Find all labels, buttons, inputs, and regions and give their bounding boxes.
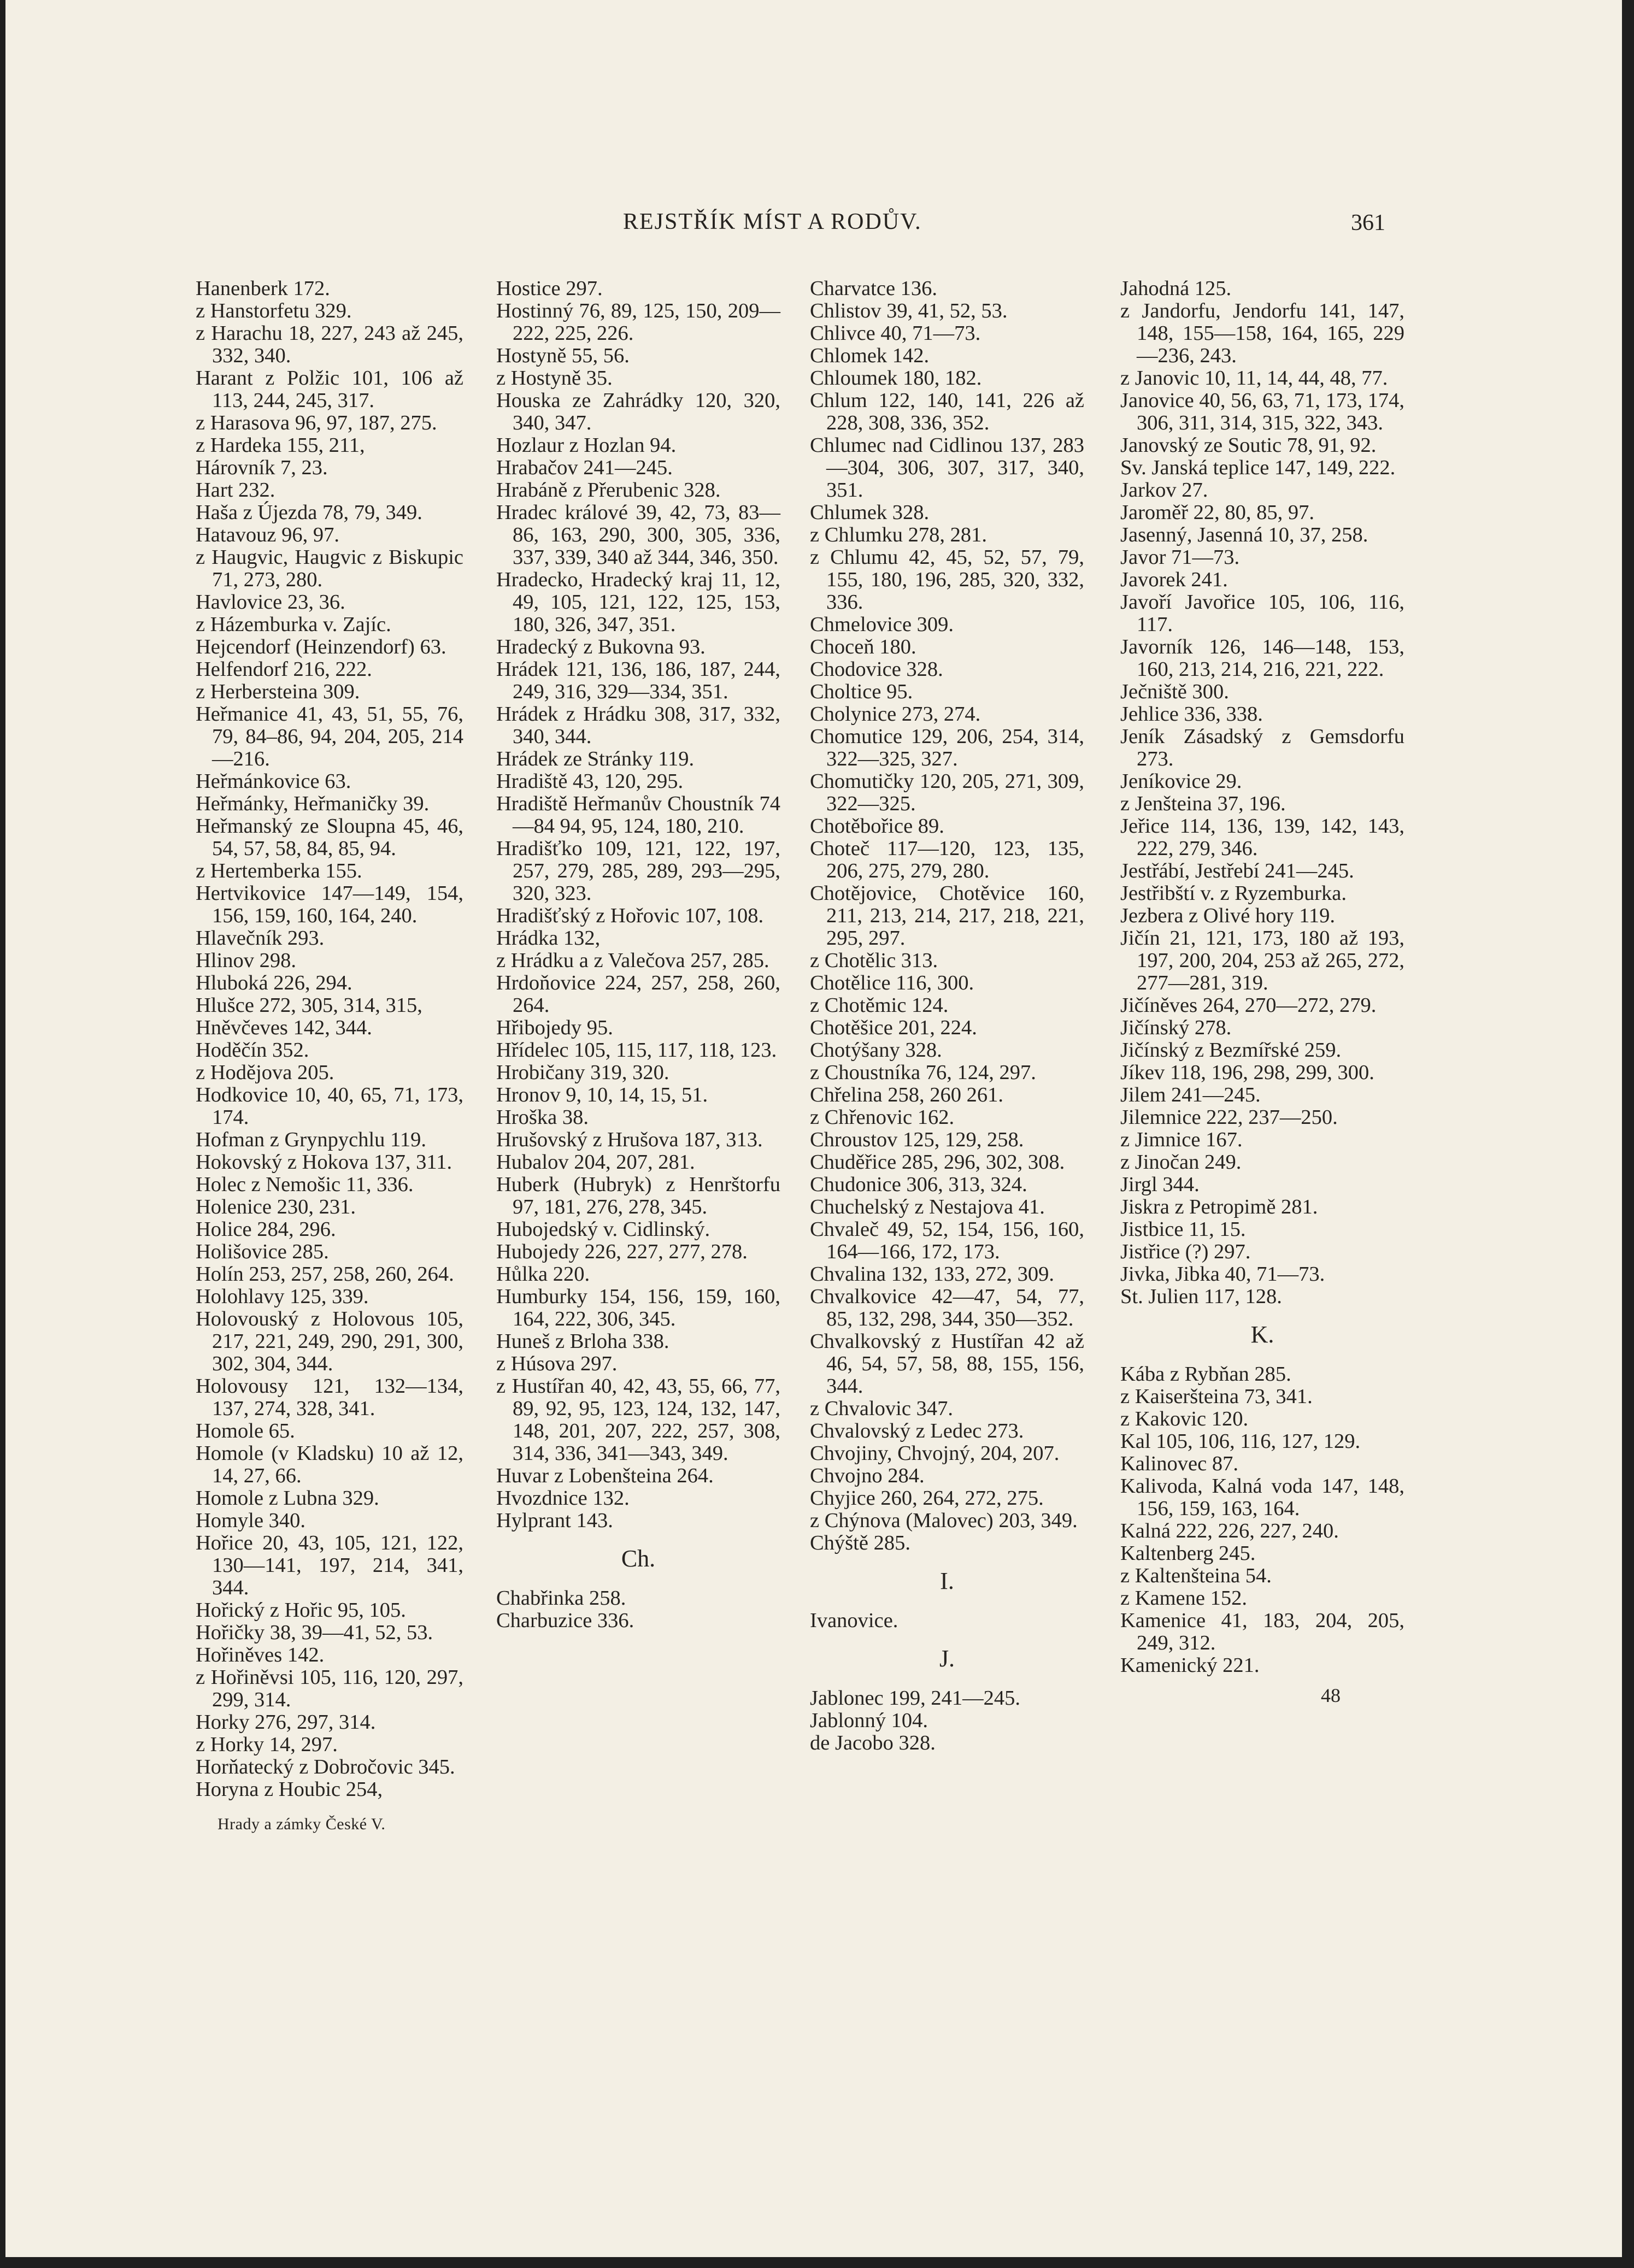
index-entry: Chmelovice 309.: [810, 613, 954, 636]
index-entry: Hubojedský v. Cidlinský.: [496, 1218, 710, 1241]
index-entry: Havlovice 23, 36.: [196, 591, 345, 614]
index-entry: Huberk (Hubryk) z Henrštorfu 97, 181, 276, 278, 345.: [496, 1173, 780, 1218]
index-entry: Homyle 340.: [196, 1509, 306, 1532]
index-entry: Jičínský z Bezmířské 259.: [1120, 1039, 1342, 1062]
index-entry: z Horky 14, 297.: [196, 1733, 338, 1756]
index-entry: z Hostyně 35.: [496, 367, 613, 390]
index-entry: Kaltenberg 245.: [1120, 1542, 1256, 1565]
index-entry: Hostinný 76, 89, 125, 150, 209—222, 225, 226.: [496, 299, 780, 345]
index-entry: Huneš z Brloha 338.: [496, 1330, 669, 1353]
index-entry: Chýště 285.: [810, 1531, 910, 1554]
index-entry: z Chlumu 42, 45, 52, 57, 79, 155, 180, 196, 285, 320, 332, 336.: [810, 546, 1084, 614]
index-entry: Jistřice (?) 297.: [1120, 1240, 1251, 1263]
index-entry: Holovouský z Holovous 105, 217, 221, 249, 290, 291, 300, 302, 304, 344.: [196, 1307, 463, 1375]
entry-list: [810, 1610, 1084, 1632]
index-entry: Jičín 21, 121, 173, 180 až 193, 197, 200, 204, 253 až 265, 272, 277—281, 319.: [1120, 927, 1404, 994]
page-header: [5, 209, 1622, 241]
index-entry: Kalná 222, 226, 227, 240.: [1120, 1519, 1339, 1542]
index-entry: Hofman z Grynpychlu 119.: [196, 1128, 426, 1151]
index-entry: Chvalovský z Ledec 273.: [810, 1419, 1024, 1442]
index-entry: Hárovník 7, 23.: [196, 456, 328, 479]
index-entry: Chotělice 116, 300.: [810, 971, 974, 994]
index-entry: Haša z Újezda 78, 79, 349.: [196, 501, 422, 524]
index-entry: z Kaiseršteina 73, 341.: [1120, 1385, 1313, 1408]
section-heading-k: K.: [1250, 1321, 1274, 1348]
index-entry: z Jinočan 249.: [1120, 1151, 1242, 1174]
index-column-3: [810, 278, 1084, 1754]
index-entry: Ivanovice.: [810, 1609, 898, 1632]
index-entry: St. Julien 117, 128.: [1120, 1285, 1282, 1308]
index-entry: Hozlaur z Hozlan 94.: [496, 434, 677, 457]
index-entry: Chloumek 180, 182.: [810, 367, 982, 390]
index-entry: z Jandorfu, Jendorfu 141, 147, 148, 155—158, 164, 165, 229—236, 243.: [1120, 299, 1404, 367]
index-entry: Jistbice 11, 15.: [1120, 1218, 1246, 1241]
index-entry: Javorek 241.: [1120, 568, 1228, 591]
index-entry: Jeník Zásadský z Gemsdorfu 273.: [1120, 725, 1404, 770]
entry-list: [810, 278, 1084, 1554]
index-entry: Jičíněves 264, 270—272, 279.: [1120, 994, 1377, 1017]
index-entry: Hronov 9, 10, 14, 15, 51.: [496, 1083, 708, 1106]
index-entry: Heřmánky, Heřmaničky 39.: [196, 792, 430, 815]
index-entry: Hoděčín 352.: [196, 1039, 309, 1062]
index-entry: Hrádek z Hrádku 308, 317, 332, 340, 344.: [496, 703, 780, 748]
index-entry: Hradec králové 39, 42, 73, 83—86, 163, 290, 300, 305, 336, 337, 339, 340 až 344, 346, 350.: [496, 501, 780, 569]
entry-list: [496, 1587, 780, 1632]
index-entry: Chodovice 328.: [810, 658, 943, 681]
index-entry: Jasenný, Jasenná 10, 37, 258.: [1120, 523, 1368, 546]
index-entry: Jivka, Jibka 40, 71—73.: [1120, 1263, 1325, 1286]
index-entry: Holec z Nemošic 11, 336.: [196, 1173, 414, 1196]
index-column-2: [496, 278, 780, 1632]
index-entry: Chvalina 132, 133, 272, 309.: [810, 1263, 1054, 1286]
index-entry: Hrdoňovice 224, 257, 258, 260, 264.: [496, 971, 780, 1017]
index-entry: Hroška 38.: [496, 1106, 589, 1129]
index-entry: Kába z Rybňan 285.: [1120, 1363, 1291, 1386]
index-entry: Chlivce 40, 71—73.: [810, 322, 981, 345]
index-entry: Hvozdnice 132.: [496, 1487, 630, 1510]
index-entry: z Chýnova (Malovec) 203, 349.: [810, 1509, 1078, 1532]
index-entry: z Chvalovic 347.: [810, 1397, 953, 1420]
index-entry: Hradecko, Hradecký kraj 11, 12, 49, 105, 121, 122, 125, 153, 180, 326, 347, 351.: [496, 568, 780, 636]
index-entry: Chuchelský z Nestajova 41.: [810, 1195, 1045, 1218]
index-entry: Hokovský z Hokova 137, 311.: [196, 1151, 452, 1174]
index-entry: Jahodná 125.: [1120, 277, 1232, 300]
index-entry: Hrádek 121, 136, 186, 187, 244, 249, 316, 329—334, 351.: [496, 658, 780, 703]
index-entry: Hlinov 298.: [196, 949, 296, 972]
index-entry: Homole (v Kladsku) 10 až 12, 14, 27, 66.: [196, 1442, 463, 1487]
index-entry: Hůlka 220.: [496, 1263, 590, 1286]
index-entry: Hlavečník 293.: [196, 927, 325, 950]
index-entry: Choltice 95.: [810, 680, 913, 703]
index-entry: Hlušce 272, 305, 314, 315,: [196, 994, 422, 1017]
index-entry: Chotýšany 328.: [810, 1039, 942, 1062]
index-entry: Jarkov 27.: [1120, 479, 1208, 502]
index-entry: z Kakovic 120.: [1120, 1407, 1249, 1430]
index-entry: Choteč 117—120, 123, 135, 206, 275, 279, 280.: [810, 837, 1084, 882]
index-entry: Javoří Javořice 105, 106, 116, 117.: [1120, 591, 1404, 636]
sheet-signature: Hrady a zámky České V.: [218, 1815, 386, 1833]
index-entry: Jezbera z Olivé hory 119.: [1120, 904, 1336, 927]
index-entry: Chlistov 39, 41, 52, 53.: [810, 299, 1008, 322]
index-entry: Sv. Janská teplice 147, 149, 222.: [1120, 456, 1396, 479]
page-number: 361: [1351, 210, 1385, 235]
entry-list: [496, 278, 780, 1532]
index-entry: Jeřice 114, 136, 139, 142, 143, 222, 279, 346.: [1120, 815, 1404, 860]
index-entry: Holohlavy 125, 339.: [196, 1285, 369, 1308]
index-entry: z Haugvic, Haugvic z Biskupic 71, 273, 280.: [196, 546, 463, 591]
index-entry: Holovousy 121, 132—134, 137, 274, 328, 341.: [196, 1375, 463, 1420]
index-entry: z Harasova 96, 97, 187, 275.: [196, 411, 437, 434]
index-entry: Hodkovice 10, 40, 65, 71, 173, 174.: [196, 1083, 463, 1129]
index-entry: z Húsova 297.: [496, 1352, 618, 1375]
index-entry: Heřmanice 41, 43, 51, 55, 76, 79, 84–86, 94, 204, 205, 214—216.: [196, 703, 463, 770]
index-entry: Jablonný 104.: [810, 1709, 928, 1732]
section-heading-i: I.: [940, 1568, 954, 1594]
index-entry: Jestřibští v. z Ryzemburka.: [1120, 882, 1347, 905]
entry-list: [1120, 278, 1404, 1308]
index-entry: Javorník 126, 146—148, 153, 160, 213, 214, 216, 221, 222.: [1120, 635, 1404, 681]
index-entry: Jičínský 278.: [1120, 1016, 1232, 1039]
index-entry: Jestřábí, Jestřebí 241—245.: [1120, 859, 1354, 882]
index-entry: Chřelina 258, 260 261.: [810, 1083, 1003, 1106]
index-entry: Javor 71—73.: [1120, 546, 1240, 569]
index-entry: Chlumek 328.: [810, 501, 930, 524]
index-entry: Hořičky 38, 39—41, 52, 53.: [196, 1621, 433, 1644]
index-entry: z Hertemberka 155.: [196, 859, 362, 882]
page: [5, 0, 1622, 2257]
index-entry: Hrádka 132,: [496, 927, 601, 950]
index-entry: Hertvikovice 147—149, 154, 156, 159, 160, 164, 240.: [196, 882, 463, 927]
index-entry: Chlomek 142.: [810, 344, 930, 367]
index-entry: Chlumec nad Cidlinou 137, 283—304, 306, 307, 317, 340, 351.: [810, 434, 1084, 502]
index-entry: Horňatecký z Dobročovic 345.: [196, 1756, 455, 1778]
index-entry: Hrušovský z Hrušova 187, 313.: [496, 1128, 763, 1151]
index-entry: Chyjice 260, 264, 272, 275.: [810, 1487, 1044, 1510]
index-entry: Horyna z Houbic 254,: [196, 1778, 383, 1801]
index-entry: Hřídelec 105, 115, 117, 118, 123.: [496, 1039, 777, 1062]
index-entry: de Jacobo 328.: [810, 1731, 936, 1754]
index-entry: Horky 276, 297, 314.: [196, 1711, 376, 1734]
index-entry: Janovice 40, 56, 63, 71, 173, 174, 306, 311, 314, 315, 322, 343.: [1120, 389, 1404, 434]
index-entry: Harant z Polžic 101, 106 až 113, 244, 245, 317.: [196, 367, 463, 412]
index-entry: Hanenberk 172.: [196, 277, 330, 300]
index-entry: z Choustníka 76, 124, 297.: [810, 1061, 1036, 1084]
index-entry: Helfendorf 216, 222.: [196, 658, 372, 681]
index-entry: z Hanstorfetu 329.: [196, 299, 352, 322]
index-entry: Charvatce 136.: [810, 277, 938, 300]
index-entry: Chudonice 306, 313, 324.: [810, 1173, 1027, 1196]
index-entry: z Jenšteina 37, 196.: [1120, 792, 1286, 815]
index-entry: Hořiněves 142.: [196, 1643, 325, 1666]
index-entry: Hořice 20, 43, 105, 121, 122, 130—141, 197, 214, 341, 344.: [196, 1531, 463, 1599]
index-entry: Hatavouz 96, 97.: [196, 523, 340, 546]
index-entry: Chuděřice 285, 296, 302, 308.: [810, 1151, 1065, 1174]
index-entry: Huvar z Lobenšteina 264.: [496, 1464, 714, 1487]
entry-list: [1120, 1363, 1404, 1677]
index-entry: Hněvčeves 142, 344.: [196, 1016, 372, 1039]
index-entry: Heřmánkovice 63.: [196, 770, 351, 793]
index-entry: Chvojno 284.: [810, 1464, 925, 1487]
index-entry: z Hodějova 205.: [196, 1061, 334, 1084]
index-entry: Hrobičany 319, 320.: [496, 1061, 669, 1084]
index-entry: Janovský ze Soutic 78, 91, 92.: [1120, 434, 1377, 457]
index-entry: z Kaltenšteina 54.: [1120, 1564, 1272, 1587]
index-entry: z Chotěmic 124.: [810, 994, 949, 1017]
index-entry: Hylprant 143.: [496, 1509, 613, 1532]
index-entry: Holín 253, 257, 258, 260, 264.: [196, 1263, 454, 1286]
index-entry: Chroustov 125, 129, 258.: [810, 1128, 1024, 1151]
index-entry: Hostyně 55, 56.: [496, 344, 630, 367]
index-entry: Jíkev 118, 196, 298, 299, 300.: [1120, 1061, 1374, 1084]
index-entry: Chotěbořice 89.: [810, 815, 944, 838]
index-entry: Hostice 297.: [496, 277, 603, 300]
index-entry: Kamenice 41, 183, 204, 205, 249, 312.: [1120, 1609, 1404, 1654]
index-entry: Jablonec 199, 241—245.: [810, 1687, 1020, 1710]
index-entry: Jehlice 336, 338.: [1120, 703, 1263, 726]
index-entry: Kalinovec 87.: [1120, 1452, 1238, 1475]
index-entry: Choceň 180.: [810, 635, 916, 658]
index-entry: Homole 65.: [196, 1419, 295, 1442]
index-entry: z Chlumku 278, 281.: [810, 523, 988, 546]
section-heading-j: J.: [939, 1645, 955, 1672]
index-entry: Kal 105, 106, 116, 127, 129.: [1120, 1430, 1361, 1453]
index-entry: Holice 284, 296.: [196, 1218, 336, 1241]
index-entry: Hradiště Heřmanův Choustník 74—84 94, 95, 124, 180, 210.: [496, 792, 780, 838]
index-entry: z Herbersteina 309.: [196, 680, 360, 703]
index-column-4: [1120, 278, 1404, 1707]
index-entry: Houska ze Zahrádky 120, 320, 340, 347.: [496, 389, 780, 434]
index-entry: Hrabáně z Přerubenic 328.: [496, 479, 721, 502]
index-entry: Hradišťský z Hořovic 107, 108.: [496, 904, 764, 927]
index-entry: Charbuzice 336.: [496, 1609, 634, 1632]
index-entry: Chvalkovský z Hustířan 42 až 46, 54, 57, 58, 88, 155, 156, 344.: [810, 1330, 1084, 1398]
index-entry: z Harachu 18, 227, 243 až 245, 332, 340.: [196, 322, 463, 367]
index-entry: Kalivoda, Kalná voda 147, 148, 156, 159, 163, 164.: [1120, 1475, 1404, 1520]
index-entry: Hluboká 226, 294.: [196, 971, 352, 994]
index-entry: Humburky 154, 156, 159, 160, 164, 222, 306, 345.: [496, 1285, 780, 1330]
index-entry: z Hustířan 40, 42, 43, 55, 66, 77, 89, 92, 95, 123, 124, 132, 147, 148, 201, 207, 222, 257, 308, 314, 336, 341—343, 349.: [496, 1375, 780, 1465]
index-entry: Chomutice 129, 206, 254, 314, 322—325, 327.: [810, 725, 1084, 770]
index-entry: z Chotělic 313.: [810, 949, 938, 972]
index-entry: Holišovice 285.: [196, 1240, 329, 1263]
index-entry: Chotěšice 201, 224.: [810, 1016, 977, 1039]
index-entry: Jiskra z Petropimě 281.: [1120, 1195, 1318, 1218]
index-entry: z Jimnice 167.: [1120, 1128, 1243, 1151]
index-entry: Hrádek ze Stránky 119.: [496, 747, 695, 770]
index-entry: Cholynice 273, 274.: [810, 703, 981, 726]
index-entry: Jeníkovice 29.: [1120, 770, 1242, 793]
index-entry: z Hardeka 155, 211,: [196, 434, 365, 457]
index-entry: Jirgl 344.: [1120, 1173, 1200, 1196]
index-entry: Homole z Lubna 329.: [196, 1487, 379, 1510]
index-entry: Hejcendorf (Heinzendorf) 63.: [196, 635, 446, 658]
entry-list: [196, 278, 463, 1801]
index-entry: Hradecký z Bukovna 93.: [496, 635, 706, 658]
index-entry: Ječniště 300.: [1120, 680, 1229, 703]
index-entry: z Janovic 10, 11, 14, 44, 48, 77.: [1120, 367, 1388, 390]
index-entry: z Chřenovic 162.: [810, 1106, 955, 1129]
index-entry: Kamenický 221.: [1120, 1654, 1260, 1677]
index-entry: z Kamene 152.: [1120, 1587, 1247, 1610]
index-entry: Hubalov 204, 207, 281.: [496, 1151, 695, 1174]
index-entry: z Házemburka v. Zajíc.: [196, 613, 391, 636]
index-column-1: [196, 278, 463, 1835]
sheet-number: 48: [1321, 1684, 1341, 1706]
entry-list: [810, 1687, 1084, 1754]
index-entry: Chotějovice, Chotěvice 160, 211, 213, 214, 217, 218, 221, 295, 297.: [810, 882, 1084, 950]
index-entry: Jilemnice 222, 237—250.: [1120, 1106, 1338, 1129]
index-entry: Hubojedy 226, 227, 277, 278.: [496, 1240, 748, 1263]
index-entry: Hart 232.: [196, 479, 275, 502]
index-entry: Jaroměř 22, 80, 85, 97.: [1120, 501, 1314, 524]
index-entry: Hradišťko 109, 121, 122, 197, 257, 279, 285, 289, 293—295, 320, 323.: [496, 837, 780, 905]
index-entry: z Hrádku a z Valečova 257, 285.: [496, 949, 769, 972]
index-entry: Chvalkovice 42—47, 54, 77, 85, 132, 298, 344, 350—352.: [810, 1285, 1084, 1330]
index-entry: Hořický z Hořic 95, 105.: [196, 1599, 406, 1622]
index-entry: Hrabačov 241—245.: [496, 456, 673, 479]
index-entry: Holenice 230, 231.: [196, 1195, 356, 1218]
index-entry: Hřibojedy 95.: [496, 1016, 613, 1039]
page-title: REJSTŘÍK MÍST A RODŮV.: [623, 209, 922, 234]
index-entry: Chomutičky 120, 205, 271, 309, 322—325.: [810, 770, 1084, 815]
index-entry: Chlum 122, 140, 141, 226 až 228, 308, 336, 352.: [810, 389, 1084, 434]
index-entry: Chvaleč 49, 52, 154, 156, 160, 164—166, 172, 173.: [810, 1218, 1084, 1263]
index-entry: z Hořiněvsi 105, 116, 120, 297, 299, 314.: [196, 1666, 463, 1711]
section-heading-ch: Ch.: [621, 1545, 656, 1572]
index-entry: Jilem 241—245.: [1120, 1083, 1261, 1106]
index-entry: Chvojiny, Chvojný, 204, 207.: [810, 1442, 1060, 1465]
index-entry: Heřmanský ze Sloupna 45, 46, 54, 57, 58, 84, 85, 94.: [196, 815, 463, 860]
index-entry: Hradiště 43, 120, 295.: [496, 770, 684, 793]
index-entry: Chabřinka 258.: [496, 1587, 626, 1610]
